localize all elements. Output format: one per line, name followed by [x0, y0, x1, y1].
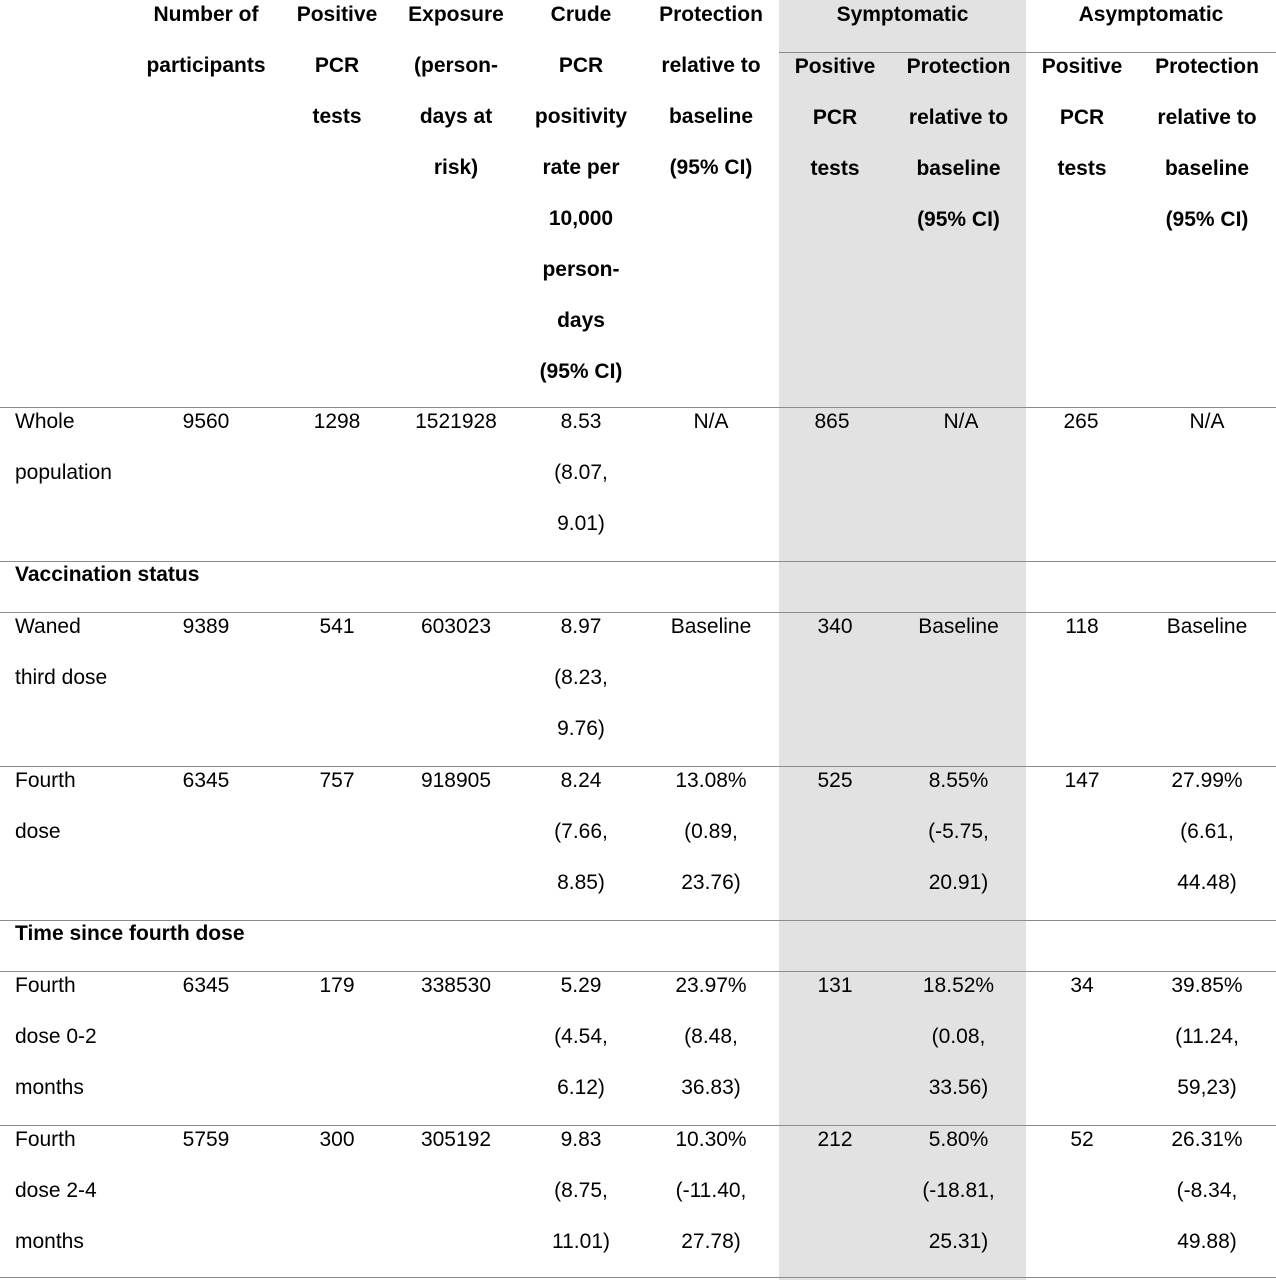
- cell-asym-protection: N/A: [1189, 410, 1225, 433]
- cell-sym-positive: 212: [817, 1128, 853, 1151]
- cell-sym-protection: 5.80% (-18.81, 25.31): [922, 1128, 995, 1253]
- cell-participants: 9560: [182, 410, 230, 433]
- cell-positive-pcr: 541: [319, 615, 355, 638]
- subheader-divider: [779, 52, 1276, 53]
- cell-asym-positive: 34: [1070, 974, 1094, 997]
- cell-sym-protection: Baseline: [918, 615, 999, 638]
- header-symptomatic: Symptomatic: [836, 3, 969, 26]
- section-heading-time-since-fourth-dose: Time since fourth dose: [15, 922, 245, 945]
- cell-asym-positive: 52: [1070, 1128, 1094, 1151]
- cell-exposure: 338530: [420, 974, 492, 997]
- header-sym-positive: Positive PCR tests: [794, 55, 876, 180]
- cell-protection: 23.97% (8.48, 36.83): [675, 974, 747, 1099]
- header-asymptomatic: Asymptomatic: [1078, 3, 1224, 26]
- cell-participants: 9389: [182, 615, 230, 638]
- cell-asym-positive: 147: [1064, 769, 1100, 792]
- cell-sym-positive: 131: [817, 974, 853, 997]
- row-label: Fourth dose 2-4 months: [15, 1128, 97, 1253]
- cell-exposure: 603023: [420, 615, 492, 638]
- header-participants: Number of participants: [146, 3, 266, 77]
- cell-exposure: 305192: [420, 1128, 492, 1151]
- cell-positive-pcr: 757: [319, 769, 355, 792]
- header-protection: Protection relative to baseline (95% CI): [659, 3, 763, 179]
- cell-sym-protection: N/A: [943, 410, 979, 433]
- header-positive-pcr: Positive PCR tests: [296, 3, 378, 128]
- cell-asym-protection: Baseline: [1166, 615, 1248, 638]
- cell-sym-positive: 340: [817, 615, 853, 638]
- row-label: Whole population: [15, 410, 112, 484]
- cell-crude-rate: 8.97 (8.23, 9.76): [554, 615, 608, 740]
- cell-crude-rate: 8.53 (8.07, 9.01): [554, 410, 608, 535]
- cell-sym-protection: 8.55% (-5.75, 20.91): [928, 769, 989, 894]
- cell-crude-rate: 5.29 (4.54, 6.12): [554, 974, 608, 1099]
- cell-sym-protection: 18.52% (0.08, 33.56): [922, 974, 995, 1099]
- cell-protection: Baseline: [670, 615, 752, 638]
- cell-protection: 10.30% (-11.40, 27.78): [675, 1128, 747, 1253]
- cell-sym-positive: 865: [814, 410, 850, 433]
- cell-exposure: 1521928: [415, 410, 497, 433]
- cell-crude-rate: 9.83 (8.75, 11.01): [552, 1128, 610, 1253]
- cell-positive-pcr: 179: [319, 974, 355, 997]
- cell-protection: 13.08% (0.89, 23.76): [675, 769, 747, 894]
- cell-participants: 6345: [182, 769, 230, 792]
- cell-participants: 6345: [182, 974, 230, 997]
- row-label: Fourth dose: [15, 769, 76, 843]
- cell-asym-protection: 27.99% (6.61, 44.48): [1171, 769, 1243, 894]
- cell-positive-pcr: 1298: [313, 410, 361, 433]
- table-bottom-border: [0, 1277, 1276, 1278]
- cell-sym-positive: 525: [817, 769, 853, 792]
- section-heading-vaccination-status: Vaccination status: [15, 563, 200, 586]
- header-asym-positive: Positive PCR tests: [1041, 55, 1123, 180]
- cell-participants: 5759: [182, 1128, 230, 1151]
- cell-positive-pcr: 300: [319, 1128, 355, 1151]
- cell-exposure: 918905: [420, 769, 492, 792]
- header-exposure: Exposure (person- days at risk): [408, 3, 504, 179]
- header-crude-rate: Crude PCR positivity rate per 10,000 person- days (95% CI): [534, 3, 628, 383]
- cell-asym-positive: 265: [1063, 410, 1099, 433]
- cell-crude-rate: 8.24 (7.66, 8.85): [554, 769, 608, 894]
- cell-asym-positive: 118: [1065, 615, 1099, 638]
- cell-protection: N/A: [693, 410, 729, 433]
- header-sym-protection: Protection relative to baseline (95% CI): [906, 55, 1011, 231]
- cell-asym-protection: 39.85% (11.24, 59,23): [1171, 974, 1243, 1099]
- row-label: Waned third dose: [15, 615, 108, 689]
- header-asym-protection: Protection relative to baseline (95% CI): [1155, 55, 1259, 231]
- row-label: Fourth dose 0-2 months: [15, 974, 97, 1099]
- cell-asym-protection: 26.31% (-8.34, 49.88): [1171, 1128, 1243, 1253]
